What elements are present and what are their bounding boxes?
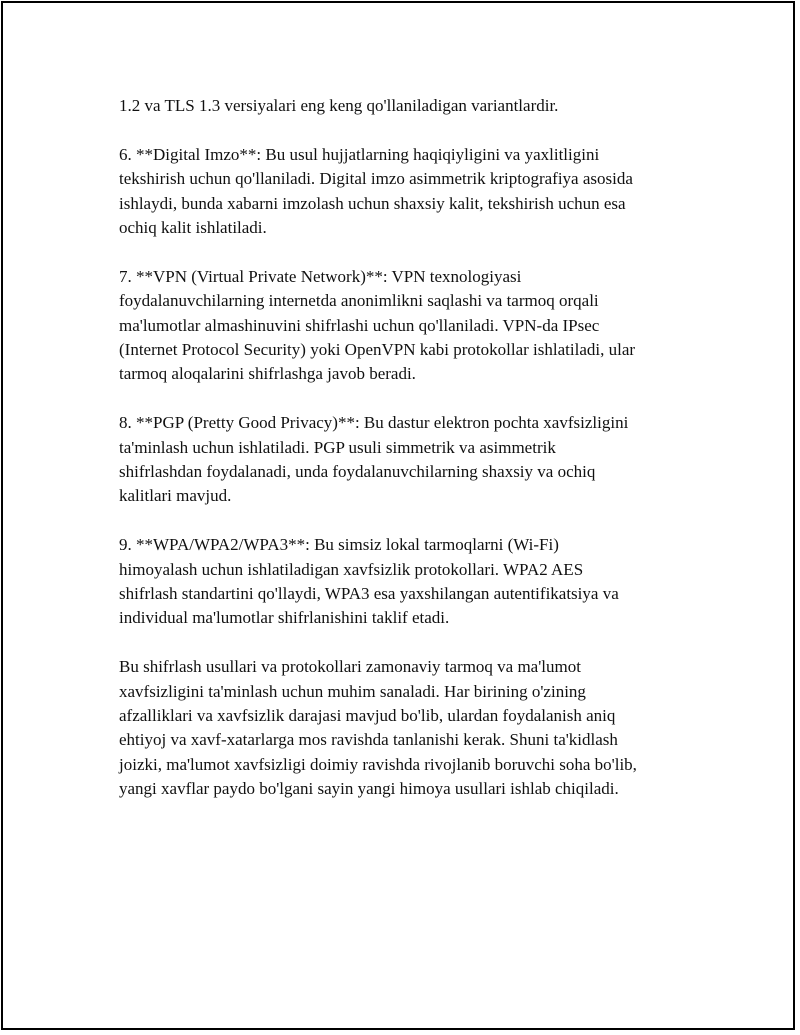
text-line: Bu shifrlash usullari va protokollari zamonaviy tarmoq va ma'lumot: [119, 657, 581, 677]
text-line: 6. **Digital Imzo**: Bu usul hujjatlarning haqiqiyligini va yaxlitligini: [119, 144, 600, 164]
text-line: tarmoq aloqalarini shifrlashga javob beradi.: [119, 364, 416, 384]
text-line: ma'lumotlar almashinuvini shifrlashi uchun qo'llaniladi. VPN-da IPsec: [119, 315, 600, 335]
text-line: 1.2 va TLS 1.3 versiyalari eng keng qo'llaniladigan variantlardir.: [119, 96, 559, 115]
paragraph-pgp: [119, 411, 679, 509]
text-line: shifrlashdan foydalanadi, unda foydalanuvchilarning shaxsiy va ochiq: [119, 462, 596, 482]
text-line: foydalanuvchilarning internetda anonimlikni saqlashi va tarmoq orqali: [119, 291, 599, 311]
text-line: individual ma'lumotlar shifrlanishini taklif etadi.: [119, 608, 450, 628]
paragraph-tls-versions: [119, 94, 679, 118]
text-line: joizki, ma'lumot xavfsizligi doimiy ravishda rivojlanib boruvchi soha bo'lib,: [119, 754, 637, 774]
text-line: ochiq kalit ishlatiladi.: [119, 218, 267, 238]
text-line: 7. **VPN (Virtual Private Network)**: VPN texnologiyasi: [119, 266, 522, 286]
text-line: tekshirish uchun qo'llaniladi. Digital imzo asimmetrik kriptografiya asosida: [119, 169, 633, 189]
text-line: shifrlash standartini qo'llaydi, WPA3 esa yaxshilangan autentifikatsiya va: [119, 584, 619, 604]
text-line: ehtiyoj va xavf-xatarlarga mos ravishda tanlanishi kerak. Shuni ta'kidlash: [119, 730, 618, 750]
paragraph-vpn: [119, 265, 679, 387]
text-line: 8. **PGP (Pretty Good Privacy)**: Bu dastur elektron pochta xavfsizligini: [119, 413, 629, 433]
document-body: [119, 94, 679, 826]
text-line: ishlaydi, bunda xabarni imzolash uchun shaxsiy kalit, tekshirish uchun esa: [119, 193, 626, 213]
paragraph-wpa: [119, 533, 679, 631]
text-line: (Internet Protocol Security) yoki OpenVPN kabi protokollar ishlatiladi, ular: [119, 340, 636, 360]
document-page: [1, 1, 795, 1030]
text-line: xavfsizligini ta'minlash uchun muhim sanaladi. Har birining o'zining: [119, 681, 586, 701]
text-line: afzalliklari va xavfsizlik darajasi mavjud bo'lib, ulardan foydalanish aniq: [119, 706, 616, 726]
text-line: himoyalash uchun ishlatiladigan xavfsizlik protokollari. WPA2 AES: [119, 559, 584, 579]
text-line: 9. **WPA/WPA2/WPA3**: Bu simsiz lokal tarmoqlarni (Wi-Fi): [119, 535, 559, 555]
text-line: yangi xavflar paydo bo'lgani sayin yangi himoya usullari ishlab chiqiladi.: [119, 779, 619, 799]
paragraph-conclusion: [119, 655, 679, 801]
text-line: kalitlari mavjud.: [119, 486, 232, 506]
text-line: ta'minlash uchun ishlatiladi. PGP usuli simmetrik va asimmetrik: [119, 437, 556, 457]
paragraph-digital-imzo: [119, 143, 679, 241]
